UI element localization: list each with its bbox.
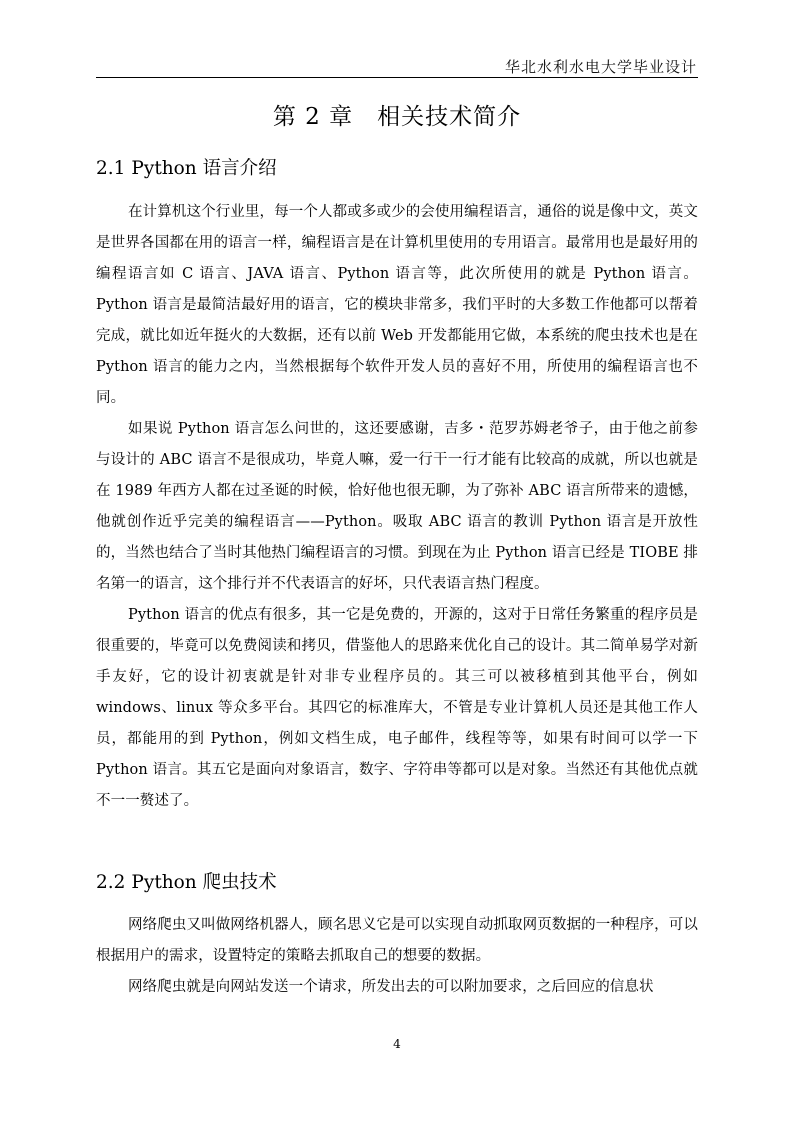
paragraph: 网络爬虫就是向网站发送一个请求，所发出去的可以附加要求，之后回应的信息状: [128, 979, 654, 995]
section-title: Python 语言介绍: [131, 158, 277, 179]
paragraph: 如果说 Python 语言怎么问世的，这还要感谢，吉多・范罗苏姆老爷子，由于他之前参与设计的 ABC 语言不是很成功，毕竟人嘛，爱一行干一行才能有比较高的成就，所以也就是在 1989 年西方人都在过圣诞的时候，恰好他也很无聊，为了弥补 ABC 语言所带来的遗憾，他就创作近乎完美的编程语言——Python。吸取 ABC 语言的教训 Python 语言是开放性的，当然也结合了当时其他热门编程语言的习惯。到现在为止 Python 语言已经是 TIOBE 排名第一的语言，这个排行并不代表语言的好坏，只代表语言热门程度。: [96, 421, 698, 592]
university-header: 华北水利水电大学毕业设计: [504, 58, 697, 76]
section-heading: [96, 868, 277, 894]
section-number: 2.2: [96, 872, 126, 893]
paragraph: Python 语言的优点有很多，其一它是免费的，开源的，这对于日常任务繁重的程序员是很重要的，毕竟可以免费阅读和拷贝，借鉴他人的思路来优化自己的设计。其二简单易学对新手友好，它的设计初衷就是针对非专业程序员的。其三可以被移植到其他平台，例如 windows、linux 等众多平台。其四它的标准库大，不管是专业计算机人员还是其他工作人员，都能用的到 Python，例如文档生成，电子邮件，线程等等，如果有时间可以学一下 Python 语言。其五它是面向对象语言，数字、字符串等都可以是对象。当然还有其他优点就不一一赘述了。: [96, 607, 698, 809]
page-number: 4: [393, 1037, 401, 1051]
paragraph: 在计算机这个行业里，每一个人都或多或少的会使用编程语言，通俗的说是像中文，英文是世界各国都在用的语言一样，编程语言是在计算机里使用的专用语言。最常用也是最好用的编程语言如 C 语言、JAVA 语言、Python 语言等，此次所使用的就是 Python 语言。Python 语言是最简洁最好用的语言，它的模块非常多，我们平时的大多数工作他都可以帮着完成，就比如近年挺火的大数据，还有以前 Web 开发都能用它做，本系统的爬虫技术也是在 Python 语言的能力之内，当然根据每个软件开发人员的喜好不用，所使用的编程语言也不同。: [96, 204, 698, 406]
section-number: 2.1: [96, 158, 126, 179]
paragraph: 网络爬虫又叫做网络机器人，顾名思义它是可以实现自动抓取网页数据的一种程序，可以根据用户的需求，设置特定的策略去抓取自己的想要的数据。: [96, 917, 698, 964]
header-divider: [96, 77, 698, 78]
section-heading: [96, 154, 277, 180]
section-title: Python 爬虫技术: [131, 872, 277, 893]
chapter-title: 第 2 章 相关技术简介: [272, 104, 522, 130]
